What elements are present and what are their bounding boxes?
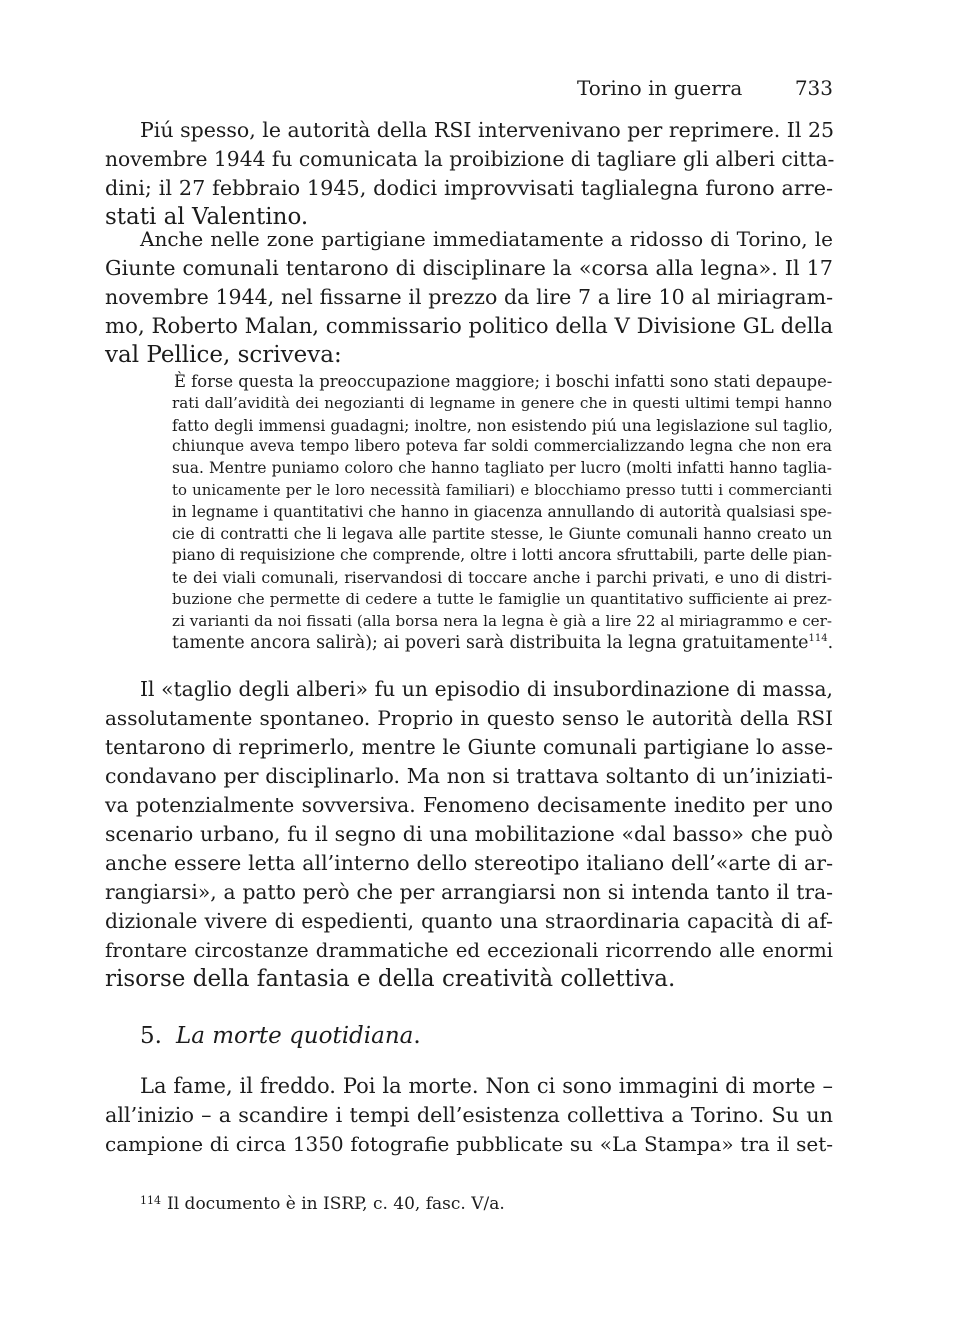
paragraph-tree-cutting — [105, 675, 833, 994]
quote-line: in legname i quantitativi che hanno in giacenza annullando di autorità qualsiasi spe- — [172, 502, 832, 521]
paragraph-daily-death — [105, 1072, 833, 1159]
text-line: novembre 1944 fu comunicata la proibizione di tagliare gli alberi citta- — [105, 147, 835, 171]
text-line: mo, Roberto Malan, commissario politico della V Divisione GL della — [105, 314, 834, 339]
quote-line: zi varianti da noi fissati (alla borsa nera la legna è già a lire 22 al miriagrammo e cer- — [172, 611, 832, 630]
text-line: dini; il 27 febbraio 1945, dodici improvvisati taglialegna furono arre- — [105, 176, 833, 200]
footnote-reference[interactable]: 114 — [808, 632, 828, 644]
quote-line: chiunque aveva tempo libero poteva far soldi commercializzando legna che non era — [172, 437, 832, 456]
text-line: Giunte comunali tentarono di disciplinare la «corsa alla legna». Il 17 — [105, 256, 833, 280]
quote-line: buzione che permette di cedere a tutte le famiglie un quantitativo sufficiente ai prez- — [172, 589, 832, 608]
text-line: stati al Valentino. — [105, 204, 309, 230]
paragraph-partisan-zones — [105, 225, 833, 370]
text-line: Anche nelle zone partigiane immediatamente a ridosso di Torino, le — [140, 227, 833, 251]
text-line: anche essere letta all’interno dello stereotipo italiano dell’«arte di ar- — [105, 851, 833, 875]
text-line: assolutamente spontaneo. Proprio in questo senso le autorità della RSI — [105, 706, 833, 730]
text-line: va potenzialmente sovversiva. Fenomeno decisamente inedito per uno — [105, 793, 833, 817]
text-line: frontare circostanze drammatiche ed eccezionali ricorrendo alle enormi — [105, 939, 833, 962]
quote-line: rati dall’avidità dei negozianti di legname in genere che in questi ultimi tempi hanno — [172, 393, 832, 412]
text-line: Piú spesso, le autorità della RSI intervenivano per reprimere. Il 25 — [140, 118, 835, 142]
section-title: La morte quotidiana — [175, 1023, 414, 1049]
quote-line: piano di requisizione che comprende, oltre i lotti ancora sfruttabili, parte delle pian- — [172, 546, 832, 565]
quote-last-line — [172, 633, 832, 655]
quote-line: te dei viali comunali, riservandosi di toccare anche i parchi privati, e uno di distri- — [172, 568, 832, 588]
paragraph-rsi-repression — [105, 116, 833, 232]
text-line: val Pellice, scriveva: — [105, 342, 342, 368]
text-line: dizionale vivere di espedienti, quanto una straordinaria capacità di af- — [105, 909, 833, 933]
quote-line: tamente ancora salirà); ai poveri sarà distribuita la legna gratuitamente — [172, 632, 809, 653]
footnote-mark: 114 — [140, 1194, 161, 1207]
quote-line: fatto degli immensi guadagni; inoltre, non esistendo piú una legislazione sul taglio, — [172, 415, 833, 435]
running-head-title: Torino in guerra — [577, 76, 743, 100]
text-line: all’inizio – a scandire i tempi dell’esistenza collettiva a Torino. Su un — [105, 1103, 833, 1127]
text-line: scenario urbano, fu il segno di una mobilitazione «dal basso» che può — [105, 822, 833, 846]
quote-line: cie di contratti che li legava alle partite stesse, le Giunte comunali hanno creato un — [172, 524, 832, 543]
text-line: campione di circa 1350 fotografie pubblicate su «La Stampa» tra il set- — [105, 1132, 833, 1156]
block-quote — [172, 371, 832, 654]
text-line: Il «taglio degli alberi» fu un episodio di insubordinazione di massa, — [140, 677, 833, 701]
section-number: 5. — [140, 1023, 162, 1049]
text-line: risorse della fantasia e della creatività collettiva. — [105, 966, 676, 992]
section-title-period: . — [413, 1023, 421, 1049]
section-heading — [140, 1022, 421, 1051]
quote-line: to unicamente per le loro necessità familiari) e blocchiamo presso tutti i commercianti — [172, 480, 832, 499]
quote-line: sua. Mentre puniamo coloro che hanno tagliato per lucro (molti infatti hanno taglia- — [172, 459, 832, 478]
text-line: rangiarsi», a patto però che per arrangiarsi non si intenda tanto il tra- — [105, 880, 833, 904]
running-head — [105, 76, 833, 106]
text-line: condavano per disciplinarlo. Ma non si trattava soltanto di un’iniziati- — [105, 764, 833, 788]
page-number: 733 — [794, 76, 833, 100]
text-line: tentarono di reprimerlo, mentre le Giunte comunali partigiane lo asse- — [105, 735, 833, 759]
footnote-text: Il documento è in ISRP, c. 40, fasc. V/a. — [167, 1194, 505, 1214]
text-line: novembre 1944, nel fissarne il prezzo da lire 7 a lire 10 al miriagram- — [105, 285, 833, 309]
quote-line: È forse questa la preoccupazione maggiore; i boschi infatti sono stati depaupe- — [174, 372, 833, 391]
footnote-114 — [140, 1190, 505, 1215]
text-line: La fame, il freddo. Poi la morte. Non ci sono immagini di morte – — [140, 1074, 833, 1098]
quote-period: . — [827, 632, 834, 653]
